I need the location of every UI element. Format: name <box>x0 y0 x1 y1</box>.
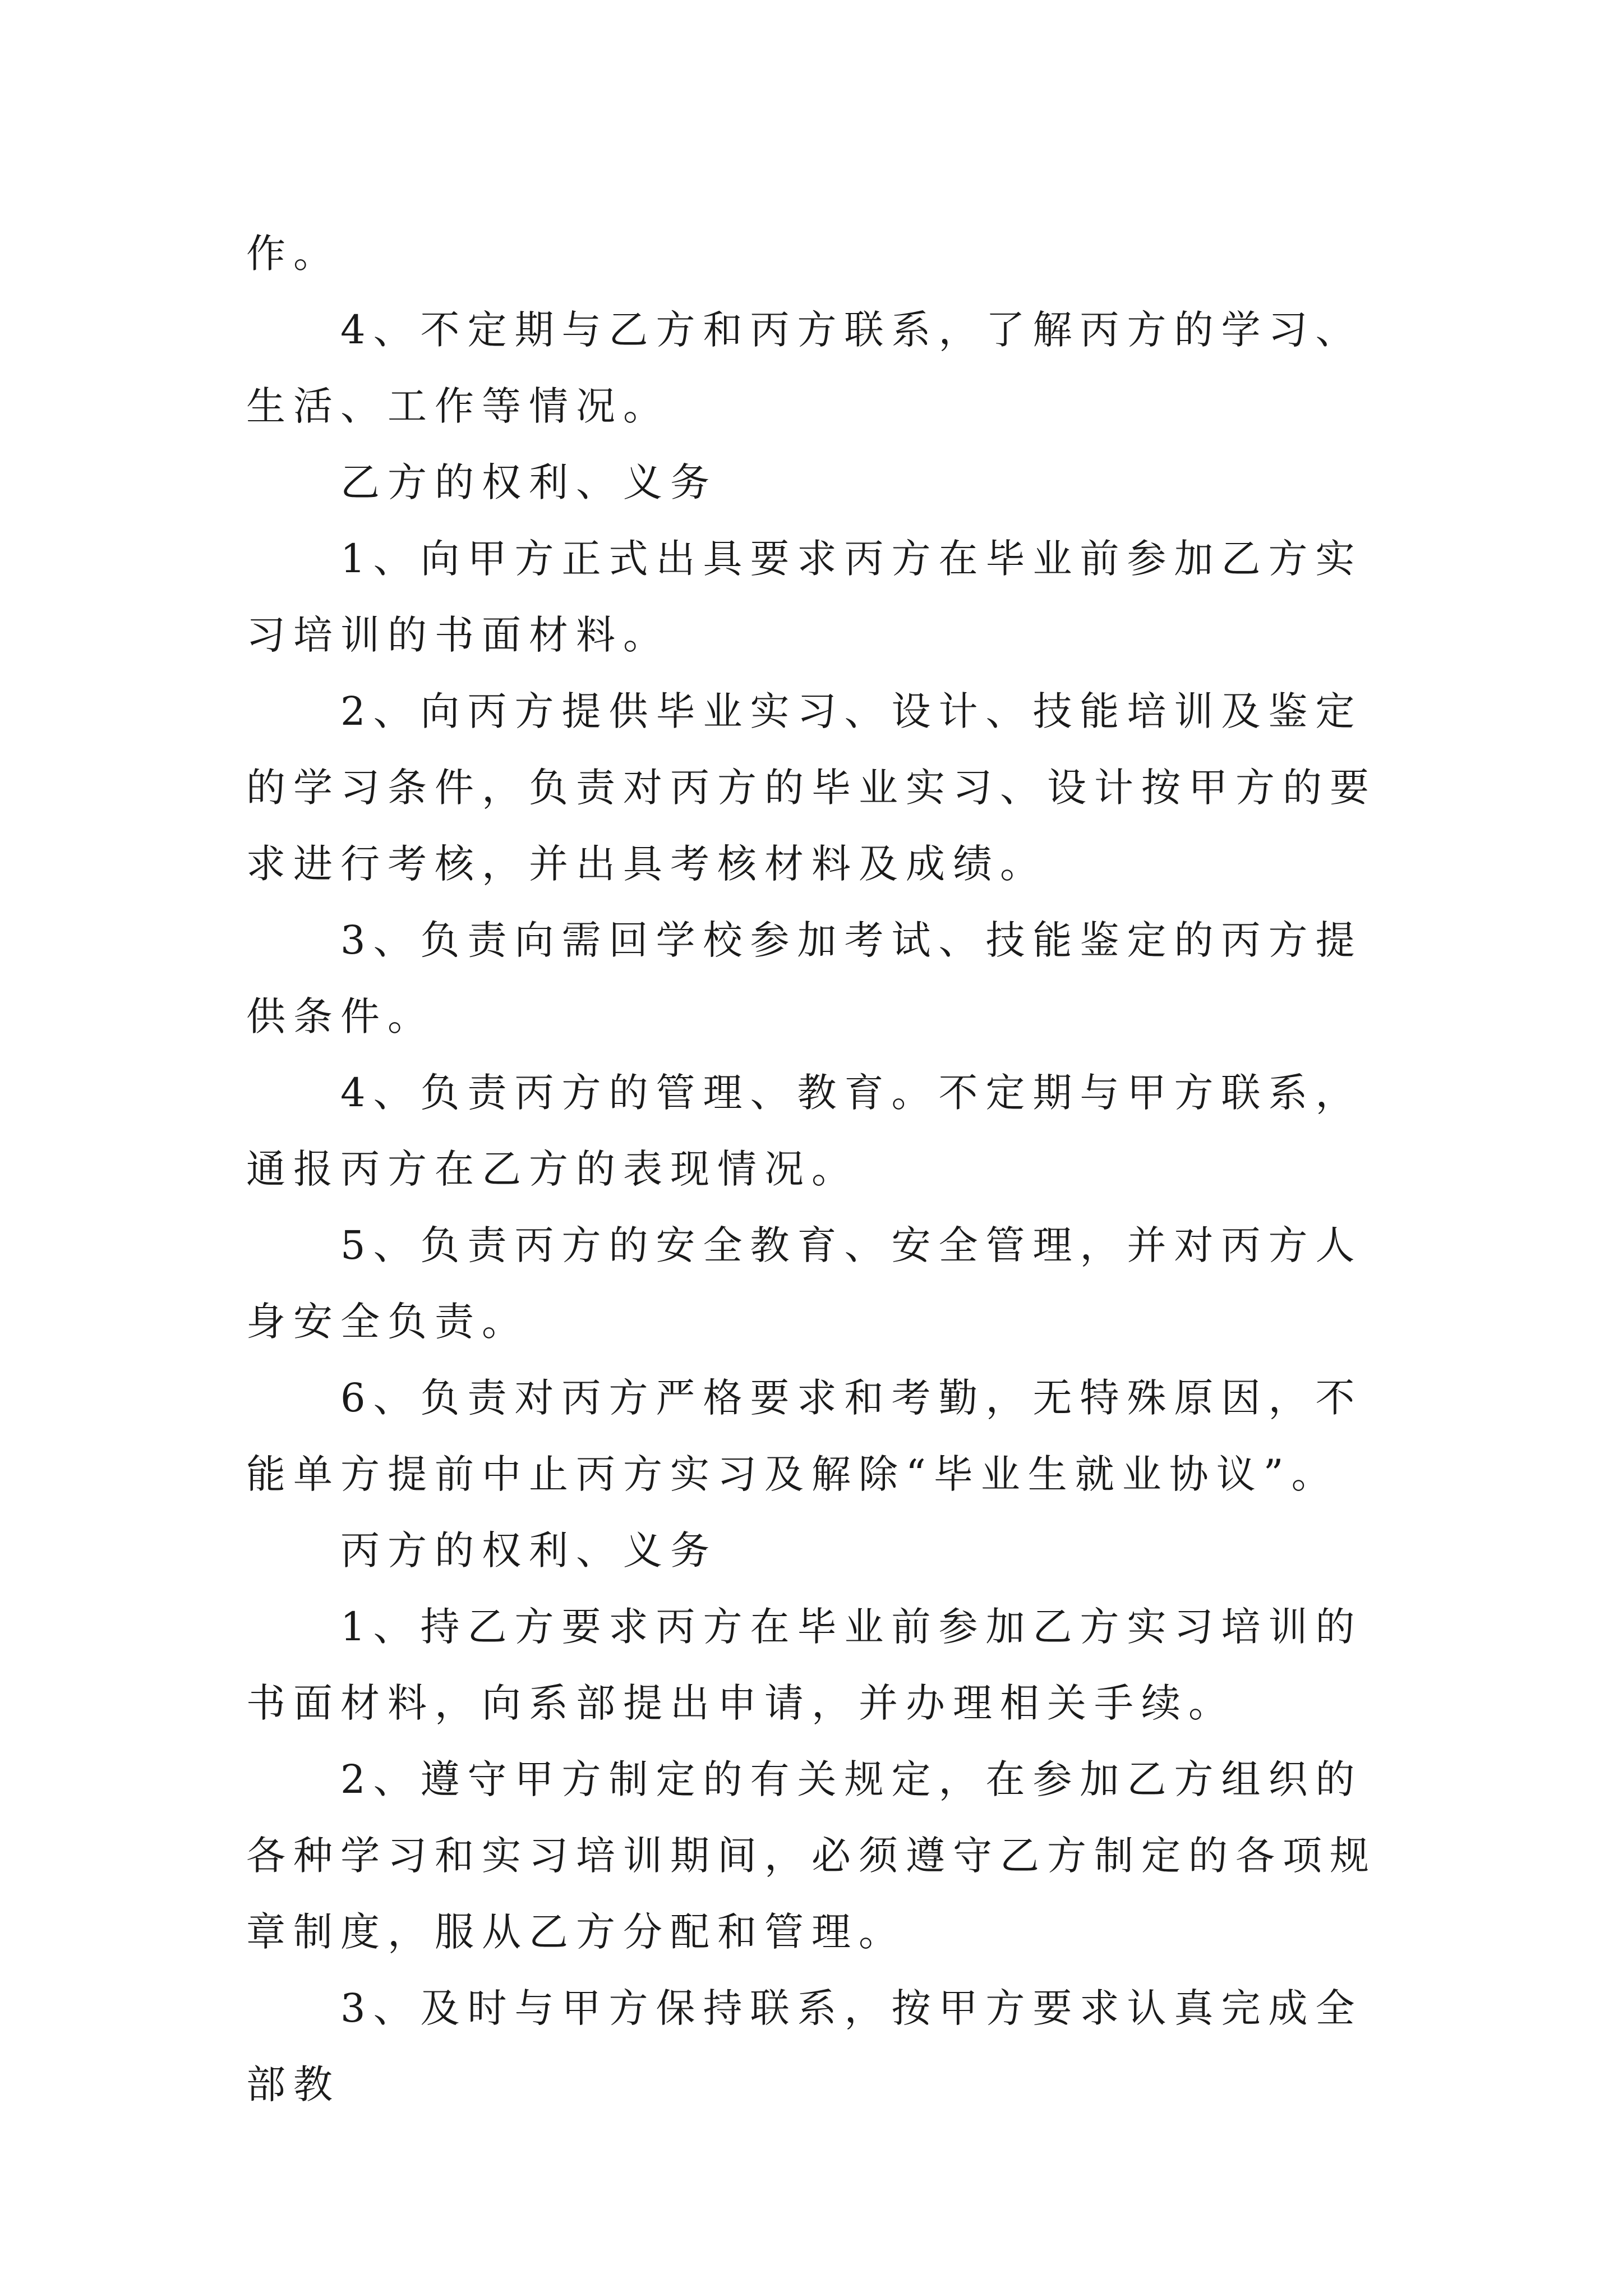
section-heading-party-b: 乙方的权利、义务 <box>340 459 717 505</box>
paragraph-party-c-clause-1: 1、持乙方要求丙方在毕业前参加乙方实习培训的书面材料，向系部提出申请，并办理相关手续。 <box>246 1604 1363 1726</box>
paragraph-party-c-clause-3: 3、及时与甲方保持联系，按甲方要求认真完成全部教 <box>246 1985 1363 2108</box>
paragraph-party-b-clause-6: 6、负责对丙方严格要求和考勤，无特殊原因，不能单方提前中止丙方实习及解除“毕业生就业协议”。 <box>246 1375 1363 1497</box>
paragraph-continuation: 作。 <box>246 231 340 277</box>
paragraph-party-b-clause-1: 1、向甲方正式出具要求丙方在毕业前参加乙方实习培训的书面材料。 <box>246 536 1363 658</box>
paragraph-clause-4-contact: 4、不定期与乙方和丙方联系，了解丙方的学习、生活、工作等情况。 <box>246 307 1363 429</box>
paragraph-party-b-clause-3: 3、负责向需回学校参加考试、技能鉴定的丙方提供条件。 <box>246 917 1363 1039</box>
paragraph-party-b-clause-4: 4、负责丙方的管理、教育。不定期与甲方联系，通报丙方在乙方的表现情况。 <box>246 1070 1363 1192</box>
section-heading-party-c: 丙方的权利、义务 <box>340 1527 717 1573</box>
paragraph-party-b-clause-5: 5、负责丙方的安全教育、安全管理，并对丙方人身安全负责。 <box>246 1222 1363 1345</box>
document-body <box>246 215 1401 2123</box>
paragraph-party-b-clause-2: 2、向丙方提供毕业实习、设计、技能培训及鉴定的学习条件，负责对丙方的毕业实习、设计按甲方的要求进行考核，并出具考核材料及成绩。 <box>246 688 1377 887</box>
paragraph-party-c-clause-2: 2、遵守甲方制定的有关规定，在参加乙方组织的各种学习和实习培训期间，必须遵守乙方制定的各项规章制度，服从乙方分配和管理。 <box>246 1756 1377 1955</box>
